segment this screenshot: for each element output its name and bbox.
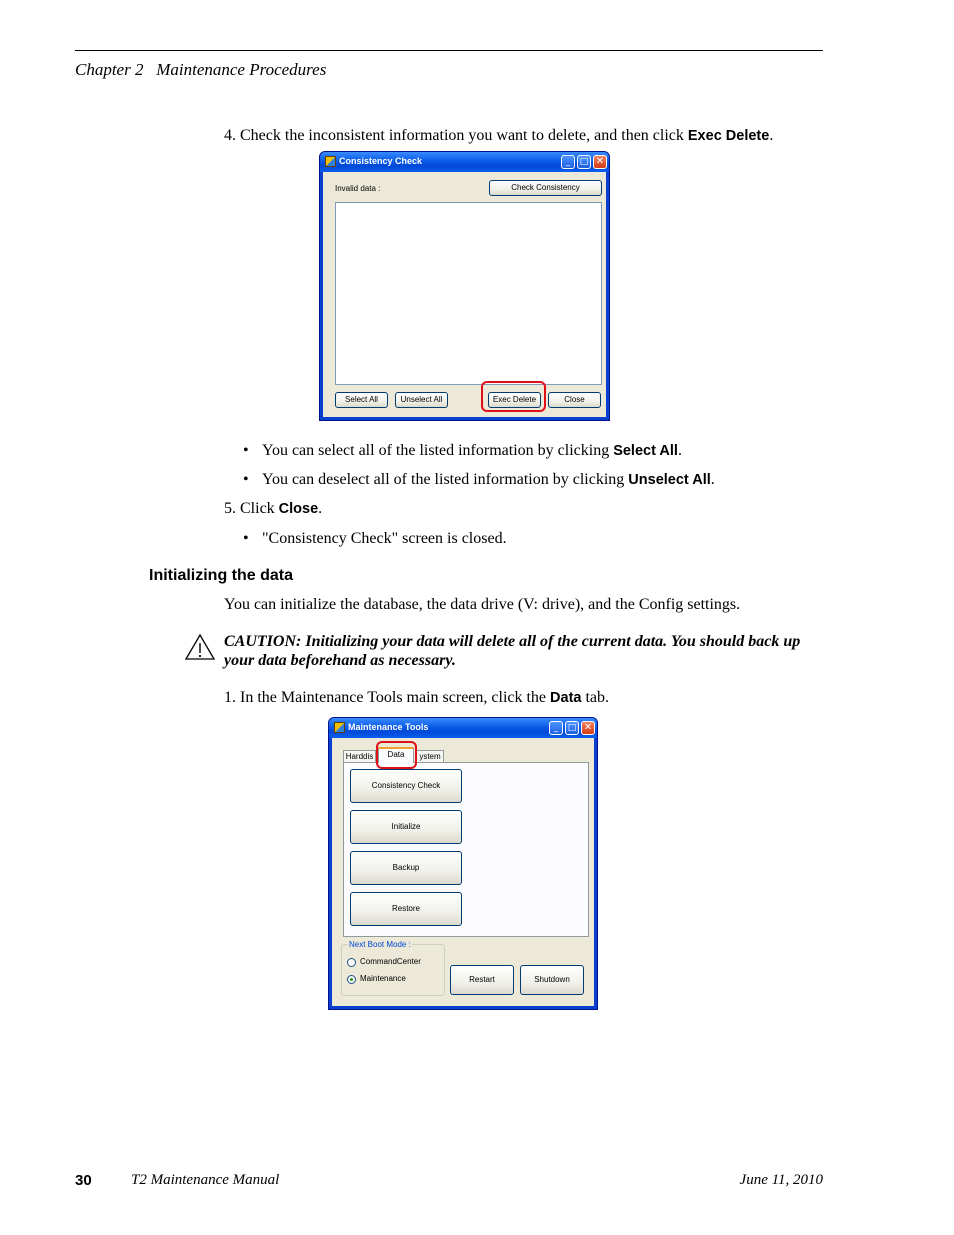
step-4-text: 4. Check the inconsistent information you want to delete, and then click [224,127,688,144]
publication-date: June 11, 2010 [739,1172,823,1188]
bullet-dot: • [243,471,249,488]
close-icon[interactable]: ✕ [593,155,607,169]
next-boot-mode-group [341,944,445,996]
step-1-text: 1. In the Maintenance Tools main screen, click the [224,689,551,706]
chapter-header: Chapter 2 Maintenance Procedures [75,60,327,79]
unselect-all-button[interactable]: Unselect All [395,392,448,408]
radio-maintenance[interactable] [347,975,356,984]
maintenance-client-area [332,738,594,1006]
bullet-screen-closed [243,530,507,548]
consistency-check-window [319,151,610,421]
bullet-suffix: . [710,471,715,488]
close-icon[interactable]: ✕ [581,721,595,735]
exec-delete-button[interactable]: Exec Delete [488,392,541,408]
radio-commandcenter[interactable] [347,958,356,967]
step-5-ui-label: Close [278,501,319,517]
minimize-icon[interactable]: _ [561,155,575,169]
backup-button[interactable]: Backup [350,851,462,885]
data-tab-highlight [376,741,417,769]
bullet-text: You can deselect all of the listed information by clicking [262,471,629,488]
step-1-suffix: tab. [581,689,610,706]
step-1 [224,689,609,707]
section-heading: Initializing the data [149,567,294,584]
bullet-text: "Consistency Check" screen is closed. [262,530,507,547]
radio-commandcenter-label: CommandCenter [360,957,421,966]
bullet-ui-label: Unselect All [628,472,711,488]
invalid-data-label: Invalid data : [335,184,381,193]
radio-maintenance-label: Maintenance [360,974,406,983]
tab-data[interactable]: Data [378,747,414,763]
bullet-select-all [243,442,682,460]
bullet-ui-label: Select All [613,443,678,459]
initialize-button[interactable]: Initialize [350,810,462,844]
next-boot-mode-label: Next Boot Mode : [349,940,411,949]
select-all-button[interactable]: Select All [335,392,388,408]
page-number: 30 [75,1172,92,1189]
app-icon [325,156,336,167]
consistency-client-area [323,172,606,417]
maintenance-titlebar [329,718,597,738]
app-icon [334,722,345,733]
maximize-icon[interactable]: □ [565,721,579,735]
maintenance-window-title: Maintenance Tools [348,722,429,732]
bullet-dot: • [243,442,249,459]
exec-delete-highlight [481,381,546,412]
tab-harddisk[interactable]: Harddis [343,750,376,763]
shutdown-button[interactable]: Shutdown [520,965,584,995]
step-1-ui-label: Data [550,690,582,706]
restart-button[interactable]: Restart [450,965,514,995]
caution-icon [185,634,215,660]
step-5-text: 5. Click [224,500,279,517]
check-consistency-button[interactable]: Check Consistency [489,180,602,196]
maximize-icon[interactable]: □ [577,155,591,169]
consistency-window-title: Consistency Check [339,156,423,166]
step-4-suffix: . [769,127,774,144]
bullet-unselect-all [243,471,715,489]
tab-system[interactable]: ystem [416,750,444,763]
close-button[interactable]: Close [548,392,601,408]
bullet-dot: • [243,530,249,547]
minimize-icon[interactable]: _ [549,721,563,735]
step-5 [224,500,322,518]
header-rule [75,50,823,51]
consistency-check-button[interactable]: Consistency Check [350,769,462,803]
step-4 [224,127,773,145]
step-4-ui-label: Exec Delete [687,128,770,144]
section-intro: You can initialize the database, the data drive (V: drive), and the Config settings. [224,596,741,613]
invalid-data-listbox[interactable] [335,202,602,385]
manual-title: T2 Maintenance Manual [131,1172,280,1188]
step-5-suffix: . [318,500,323,517]
bullet-suffix: . [677,442,682,459]
caution-text: CAUTION: Initializing your data will delete all of the current data. You should back up your data beforehand as necessary. [224,633,801,669]
consistency-titlebar [320,152,609,172]
restore-button[interactable]: Restore [350,892,462,926]
maintenance-tools-window [328,717,598,1010]
data-tab-panel [343,762,589,937]
bullet-text: You can select all of the listed information by clicking [262,442,614,459]
